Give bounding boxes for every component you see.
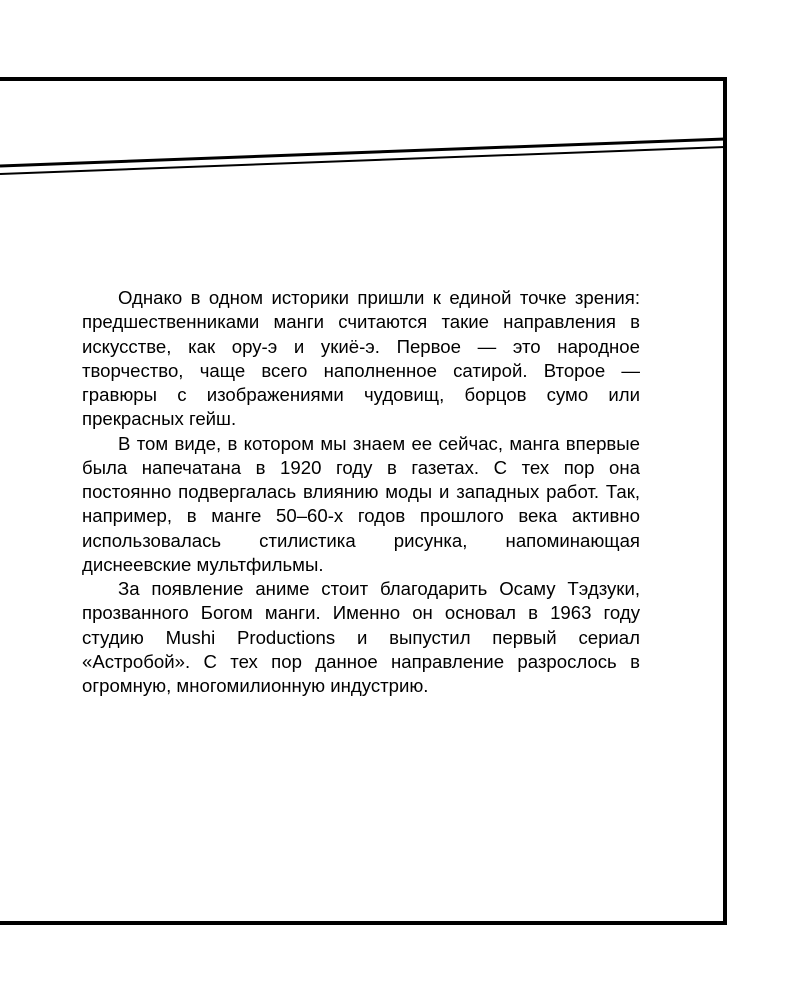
paragraph-3: За появление аниме стоит благодарить Осаму Тэдзуки, прозванного Богом манги. Именно он основал в 1963 году студию Mushi Productions и выпустил первый сериал «Астробой». С тех пор данное направление разрослось в огромную, многомилионную индустрию. bbox=[82, 578, 640, 696]
paragraph-2: В том виде, в котором мы знаем ее сейчас, манга впервые была напечатана в 1920 году в газетах. С тех пор она постоянно подвергалась влиянию моды и западных работ. Так, например, в манге 50–60-х годов прошлого века активно использовалась стилистика рисунка, напоминающая диснеевские мультфильмы. bbox=[82, 432, 640, 575]
article-text bbox=[82, 286, 640, 698]
paragraph-1: Однако в одном историки пришли к единой точке зрения: предшественниками манги считаются такие направления в искусстве, как ору-э и укиё-э. Первое — это народное творчество, чаще всего наполненное сатирой. Второе — гравюры с изображениями чудовищ, борцов сумо или прекрасных гейш. bbox=[82, 287, 640, 430]
panel-diagonal-divider bbox=[0, 139, 725, 174]
